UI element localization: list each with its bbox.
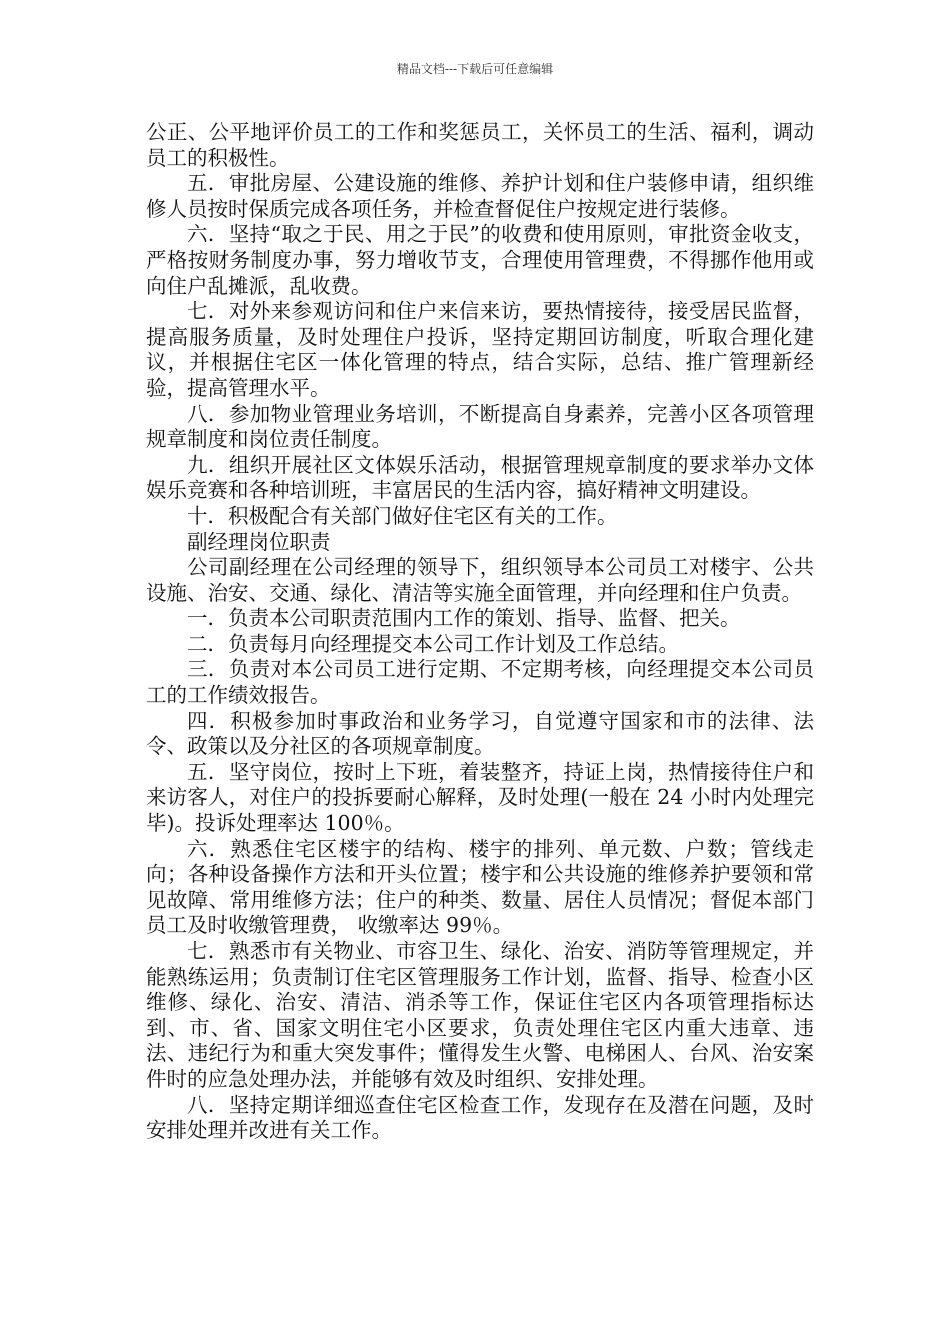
paragraph: 七．熟悉市有关物业、市容卫生、绿化、治安、消防等管理规定，并能熟练运用；负责制订住宅区管理服务工作计划，监督、指导、检查小区维修、绿化、治安、清洁、消杀等工作，保证住宅区内各项管理指标达到、市、省、国家文明住宅小区要求，负责处理住宅区内重大违章、违法、违纪行为和重大突发事件；懂得发生火警、电梯困人、台风、治安案件时的应急处理办法，并能够有效及时组织、安排处理。	[146, 939, 814, 1091]
paragraph: 六．熟悉住宅区楼宇的结构、楼宇的排列、单元数、户数；管线走向；各种设备操作方法和开头位置；楼宇和公共设施的维修养护要领和常见故障、常用维修方法；住户的种类、数量、居住人员情况；督促本部门员工及时收缴管理费， 收缴率达 99％。	[146, 836, 814, 938]
paragraph: 七．对外来参观访问和住户来信来访，要热情接待，接受居民监督，提高服务质量，及时处理住户投诉，坚持定期回访制度，听取合理化建议，并根据住宅区一体化管理的特点，结合实际，总结、推广管理新经验，提高管理水平。	[146, 299, 814, 400]
paragraph: 五．坚守岗位，按时上下班，着装整齐，持证上岗，热情接待住户和来访客人，对住户的投拆要耐心解释，及时处理(一般在 24 小时内处理完毕)。投诉处理率达 100％。	[146, 759, 814, 836]
paragraph: 公正、公平地评价员工的工作和奖惩员工，关怀员工的生活、福利，调动员工的积极性。	[146, 120, 814, 170]
paragraph: 八．坚持定期详细巡查住宅区检查工作，发现存在及潜在问题，及时安排处理并改进有关工作。	[146, 1092, 814, 1143]
paragraph: 二．负责每月向经理提交本公司工作计划及工作总结。	[187, 631, 679, 656]
paragraph: 公司副经理在公司经理的领导下，组织领导本公司员工对楼宇、公共设施、治安、交通、绿化、清洁等实施全面管理，并向经理和住户负责。	[146, 555, 814, 605]
paragraph: 五．审批房屋、公建设施的维修、养护计划和住户装修申请，组织维修人员按时保质完成各项任务，并检查督促住户按规定进行装修。	[146, 171, 814, 221]
page-header: 精品文档---下载后可任意编辑	[396, 62, 554, 76]
paragraph: 八．参加物业管理业务培训，不断提高自身素养，完善小区各项管理规章制度和岗位责任制度。	[146, 401, 814, 452]
section-heading: 副经理岗位职责	[187, 529, 331, 554]
document-body	[146, 120, 814, 1144]
paragraph: 四．积极参加时事政治和业务学习，自觉遵守国家和市的法律、法令、政策以及分社区的各项规章制度。	[146, 708, 814, 759]
paragraph: 三．负责对本公司员工进行定期、不定期考核，向经理提交本公司员工的工作绩效报告。	[146, 657, 814, 708]
paragraph: 九．组织开展社区文体娱乐活动，根据管理规章制度的要求举办文体娱乐竞赛和各种培训班，丰富居民的生活内容，搞好精神文明建设。	[146, 452, 814, 503]
paragraph: 一．负责本公司职责范围内工作的策划、指导、监督、把关。	[187, 606, 741, 631]
paragraph: 十．积极配合有关部门做好住宅区有关的工作。	[187, 503, 618, 528]
paragraph: 六．坚持“取之于民、用之于民”的收费和使用原则，审批资金收支，严格按财务制度办事，努力增收节支，合理使用管理费，不得挪作他用或向住户乱摊派，乱收费。	[146, 222, 814, 298]
